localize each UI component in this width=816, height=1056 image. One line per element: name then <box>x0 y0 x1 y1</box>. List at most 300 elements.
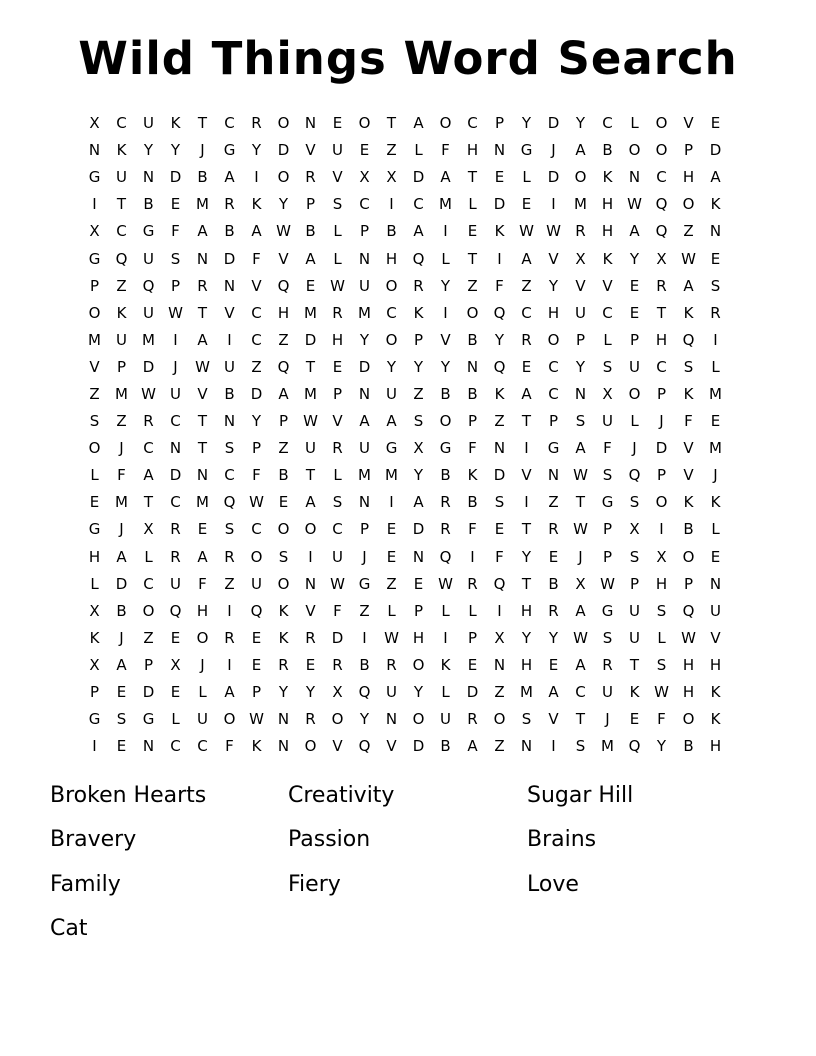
grid-letter: M <box>196 493 209 512</box>
grid-letter: Q <box>682 330 695 349</box>
grid-letter: P <box>575 330 586 349</box>
grid-letter: A <box>197 547 208 566</box>
grid-letter: K <box>710 683 721 702</box>
grid-letter: P <box>170 276 181 295</box>
grid-letter: E <box>629 710 640 729</box>
grid-letter: U <box>116 168 127 187</box>
grid-letter: F <box>495 547 504 566</box>
grid-letter: D <box>709 141 722 160</box>
grid-letter: O <box>277 168 290 187</box>
grid-letter: K <box>710 493 721 512</box>
grid-letter: M <box>709 384 722 403</box>
grid-letter: E <box>251 628 262 647</box>
grid-letter: V <box>224 303 235 322</box>
grid-letter: R <box>332 439 343 458</box>
grid-letter: Z <box>413 384 424 403</box>
grid-letter: K <box>89 628 100 647</box>
grid-letter: U <box>143 303 154 322</box>
grid-letter: E <box>386 520 397 539</box>
grid-letter: P <box>467 628 478 647</box>
grid-letter: C <box>197 737 208 756</box>
grid-letter: L <box>630 114 639 133</box>
grid-letter: Q <box>358 737 371 756</box>
grid-letter: U <box>629 601 640 620</box>
grid-letter: D <box>547 168 560 187</box>
grid-letter: P <box>413 601 424 620</box>
grid-letter: E <box>710 412 721 431</box>
grid-letter: F <box>603 439 612 458</box>
grid-letter: D <box>115 574 128 593</box>
grid-letter: Z <box>467 276 478 295</box>
grid-letter: H <box>655 574 668 593</box>
grid-letter: R <box>305 168 316 187</box>
grid-letter: N <box>385 710 398 729</box>
grid-letter: T <box>305 466 316 485</box>
grid-letter: C <box>548 384 559 403</box>
grid-letter: K <box>629 683 640 702</box>
grid-letter: M <box>304 384 317 403</box>
grid-letter: T <box>143 493 154 512</box>
grid-letter: S <box>332 195 343 214</box>
grid-letter: M <box>385 466 398 485</box>
grid-letter: Y <box>359 330 370 349</box>
grid-letter: O <box>682 547 695 566</box>
grid-letter: H <box>466 141 479 160</box>
grid-letter: N <box>142 168 155 187</box>
grid-letter: N <box>493 655 506 674</box>
grid-letter: N <box>196 249 209 268</box>
grid-letter: M <box>709 439 722 458</box>
grid-letter: I <box>470 547 475 566</box>
grid-letter: W <box>303 412 318 431</box>
grid-letter: A <box>440 168 451 187</box>
grid-letter: P <box>656 384 667 403</box>
grid-letter: O <box>655 114 668 133</box>
grid-letter: G <box>601 601 614 620</box>
grid-letter: W <box>573 520 588 539</box>
grid-letter: L <box>90 466 99 485</box>
grid-letter: E <box>170 195 181 214</box>
grid-letter: O <box>277 520 290 539</box>
grid-letter: U <box>332 141 343 160</box>
grid-letter: R <box>440 520 451 539</box>
grid-letter: N <box>169 439 182 458</box>
grid-letter: J <box>173 357 178 376</box>
grid-letter: L <box>441 601 450 620</box>
grid-letter: W <box>195 357 210 376</box>
grid-letter: Z <box>521 276 532 295</box>
grid-letter: K <box>116 141 127 160</box>
grid-letter: E <box>251 655 262 674</box>
grid-letter: E <box>116 737 127 756</box>
grid-letter: T <box>521 520 532 539</box>
grid-letter: U <box>197 710 208 729</box>
grid-letter: S <box>656 601 667 620</box>
grid-letter: L <box>90 574 99 593</box>
grid-letter: Q <box>277 357 290 376</box>
grid-letter: J <box>200 655 205 674</box>
grid-letter: X <box>89 114 100 133</box>
grid-letter: V <box>710 628 721 647</box>
grid-letter: D <box>358 357 371 376</box>
grid-letter: H <box>682 168 695 187</box>
grid-letter: H <box>601 195 614 214</box>
grid-letter: V <box>683 439 694 458</box>
grid-letter: Z <box>548 493 559 512</box>
grid-letter: N <box>304 114 317 133</box>
grid-letter: R <box>278 655 289 674</box>
grid-letter: P <box>116 357 127 376</box>
grid-letter: T <box>656 303 667 322</box>
grid-letter: T <box>467 249 478 268</box>
grid-letter: Y <box>521 628 532 647</box>
grid-letter: L <box>198 683 207 702</box>
grid-letter: S <box>575 412 586 431</box>
grid-letter: Z <box>251 357 262 376</box>
grid-letter: R <box>143 412 154 431</box>
grid-letter: V <box>197 384 208 403</box>
grid-letter: V <box>521 466 532 485</box>
grid-letter: G <box>88 520 101 539</box>
grid-letter: G <box>358 574 371 593</box>
grid-letter: Y <box>251 141 262 160</box>
grid-letter: B <box>440 384 451 403</box>
grid-letter: S <box>170 249 181 268</box>
grid-letter: B <box>143 195 154 214</box>
grid-letter: B <box>224 384 235 403</box>
grid-letter: E <box>332 114 343 133</box>
grid-letter: R <box>305 710 316 729</box>
grid-letter: A <box>386 412 397 431</box>
grid-letter: Z <box>494 737 505 756</box>
grid-letter: P <box>683 574 694 593</box>
grid-letter: W <box>573 466 588 485</box>
grid-letter: C <box>521 303 532 322</box>
grid-letter: V <box>602 276 613 295</box>
grid-letter: K <box>710 710 721 729</box>
grid-letter: A <box>467 737 478 756</box>
word-list-item: Love <box>527 871 579 897</box>
grid-letter: D <box>466 683 479 702</box>
grid-letter: X <box>89 601 100 620</box>
grid-letter: X <box>359 168 370 187</box>
grid-letter: D <box>250 384 263 403</box>
grid-letter: T <box>467 168 478 187</box>
grid-letter: O <box>655 493 668 512</box>
grid-letter: L <box>711 520 720 539</box>
grid-letter: E <box>629 276 640 295</box>
grid-letter: S <box>89 412 100 431</box>
grid-letter: G <box>142 710 155 729</box>
grid-letter: H <box>709 655 722 674</box>
grid-letter: Q <box>493 303 506 322</box>
grid-letter: G <box>88 249 101 268</box>
grid-letter: Z <box>278 330 289 349</box>
grid-letter: S <box>602 628 613 647</box>
grid-letter: G <box>88 710 101 729</box>
grid-letter: Z <box>494 683 505 702</box>
grid-letter: F <box>684 412 693 431</box>
grid-letter: A <box>251 222 262 241</box>
grid-letter: R <box>413 276 424 295</box>
grid-letter: N <box>88 141 101 160</box>
grid-letter: W <box>438 574 453 593</box>
grid-letter: Z <box>386 574 397 593</box>
grid-letter: X <box>386 168 397 187</box>
grid-letter: U <box>710 601 721 620</box>
grid-letter: E <box>386 547 397 566</box>
grid-letter: S <box>521 710 532 729</box>
grid-letter: S <box>575 737 586 756</box>
grid-letter: E <box>494 168 505 187</box>
grid-letter: R <box>332 303 343 322</box>
grid-letter: D <box>331 628 344 647</box>
word-list-item: Broken Hearts <box>50 782 207 808</box>
grid-letter: L <box>144 547 153 566</box>
grid-letter: F <box>225 737 234 756</box>
grid-letter: N <box>574 384 587 403</box>
grid-letter: Y <box>278 195 289 214</box>
grid-letter: O <box>682 710 695 729</box>
grid-letter: O <box>358 114 371 133</box>
grid-letter: C <box>143 574 154 593</box>
grid-letter: K <box>683 384 694 403</box>
grid-letter: X <box>629 520 640 539</box>
grid-letter: E <box>413 574 424 593</box>
grid-letter: T <box>575 710 586 729</box>
grid-letter: A <box>197 330 208 349</box>
grid-letter: L <box>468 601 477 620</box>
grid-letter: R <box>467 710 478 729</box>
grid-letter: C <box>656 168 667 187</box>
grid-letter: C <box>602 303 613 322</box>
grid-letter: V <box>332 168 343 187</box>
grid-letter: Z <box>386 141 397 160</box>
grid-letter: N <box>358 249 371 268</box>
grid-letter: N <box>628 168 641 187</box>
grid-letter: Y <box>440 357 451 376</box>
grid-letter: O <box>628 384 641 403</box>
grid-letter: Z <box>683 222 694 241</box>
grid-letter: B <box>548 574 559 593</box>
grid-letter: U <box>602 412 613 431</box>
grid-letter: V <box>305 601 316 620</box>
grid-letter: U <box>170 384 181 403</box>
grid-letter: J <box>119 628 124 647</box>
grid-letter: I <box>524 493 529 512</box>
grid-letter: R <box>197 276 208 295</box>
grid-letter: M <box>358 466 371 485</box>
grid-letter: Y <box>440 276 451 295</box>
grid-letter: C <box>548 357 559 376</box>
grid-letter: U <box>629 357 640 376</box>
grid-letter: X <box>656 249 667 268</box>
grid-letter: Q <box>223 493 236 512</box>
grid-letter: S <box>683 357 694 376</box>
grid-letter: C <box>251 303 262 322</box>
grid-letter: A <box>575 439 586 458</box>
grid-letter: D <box>493 195 506 214</box>
grid-letter: U <box>332 547 343 566</box>
word-list-column <box>527 773 633 907</box>
grid-letter: W <box>654 683 669 702</box>
grid-letter: M <box>115 493 128 512</box>
grid-letter: V <box>251 276 262 295</box>
grid-letter: L <box>711 357 720 376</box>
grid-letter: I <box>443 628 448 647</box>
grid-letter: O <box>277 574 290 593</box>
grid-letter: O <box>655 141 668 160</box>
grid-letter: B <box>386 222 397 241</box>
grid-letter: A <box>575 601 586 620</box>
grid-letter: X <box>575 249 586 268</box>
grid-letter: P <box>413 330 424 349</box>
grid-letter: Y <box>413 357 424 376</box>
grid-letter: E <box>170 683 181 702</box>
grid-letter: I <box>362 628 367 647</box>
grid-letter: R <box>170 520 181 539</box>
grid-letter: H <box>547 303 560 322</box>
grid-letter: Y <box>413 466 424 485</box>
grid-letter: A <box>305 249 316 268</box>
grid-letter: U <box>602 683 613 702</box>
grid-letter: R <box>548 601 559 620</box>
grid-letter: O <box>466 303 479 322</box>
grid-letter: D <box>412 520 425 539</box>
grid-letter: J <box>578 547 583 566</box>
grid-letter: O <box>628 141 641 160</box>
grid-letter: M <box>439 195 452 214</box>
grid-letter: C <box>170 493 181 512</box>
grid-letter: U <box>575 303 586 322</box>
grid-letter: D <box>412 737 425 756</box>
grid-letter: S <box>710 276 721 295</box>
grid-letter: G <box>223 141 236 160</box>
grid-letter: P <box>602 547 613 566</box>
grid-letter: T <box>197 439 208 458</box>
grid-letter: T <box>521 412 532 431</box>
grid-letter: E <box>197 520 208 539</box>
grid-letter: J <box>551 141 556 160</box>
grid-letter: F <box>657 710 666 729</box>
grid-letter: O <box>412 655 425 674</box>
grid-letter: R <box>440 493 451 512</box>
grid-letter: P <box>359 222 370 241</box>
grid-letter: P <box>251 683 262 702</box>
grid-letter: G <box>547 439 560 458</box>
grid-letter: A <box>116 547 127 566</box>
grid-letter: S <box>629 547 640 566</box>
grid-letter: N <box>142 737 155 756</box>
grid-letter: J <box>605 710 610 729</box>
grid-letter: E <box>710 114 721 133</box>
grid-letter: M <box>520 683 533 702</box>
grid-letter: P <box>548 412 559 431</box>
grid-letter: E <box>521 195 532 214</box>
grid-letter: W <box>168 303 183 322</box>
grid-letter: L <box>333 249 342 268</box>
grid-letter: K <box>683 493 694 512</box>
grid-letter: L <box>441 249 450 268</box>
word-list-column <box>50 773 206 951</box>
grid-letter: Q <box>277 276 290 295</box>
grid-letter: E <box>467 222 478 241</box>
grid-letter: J <box>659 412 664 431</box>
word-list-item: Passion <box>288 827 371 853</box>
grid-letter: W <box>681 249 696 268</box>
grid-letter: E <box>467 655 478 674</box>
grid-letter: D <box>547 114 560 133</box>
word-search-grid <box>81 110 729 760</box>
grid-letter: X <box>413 439 424 458</box>
grid-letter: I <box>389 493 394 512</box>
grid-letter: L <box>387 601 396 620</box>
grid-letter: P <box>332 384 343 403</box>
grid-letter: A <box>683 276 694 295</box>
grid-letter: A <box>521 384 532 403</box>
grid-letter: L <box>414 141 423 160</box>
grid-letter: I <box>713 330 718 349</box>
grid-letter: N <box>196 466 209 485</box>
grid-letter: F <box>252 249 261 268</box>
grid-letter: F <box>495 276 504 295</box>
word-list-item: Family <box>50 871 121 897</box>
word-list-item: Brains <box>527 827 597 853</box>
grid-letter: L <box>333 222 342 241</box>
grid-letter: H <box>277 303 290 322</box>
grid-letter: B <box>683 737 694 756</box>
grid-letter: U <box>386 683 397 702</box>
grid-letter: H <box>520 601 533 620</box>
grid-letter: P <box>278 412 289 431</box>
grid-letter: U <box>224 357 235 376</box>
grid-letter: Q <box>412 249 425 268</box>
grid-letter: V <box>440 330 451 349</box>
grid-letter: V <box>332 737 343 756</box>
grid-letter: W <box>249 710 264 729</box>
grid-letter: Y <box>521 114 532 133</box>
grid-letter: C <box>224 114 235 133</box>
grid-letter: A <box>413 222 424 241</box>
grid-letter: Z <box>89 384 100 403</box>
grid-letter: Y <box>548 276 559 295</box>
grid-letter: Q <box>493 574 506 593</box>
grid-letter: D <box>169 168 182 187</box>
grid-letter: M <box>358 303 371 322</box>
grid-letter: S <box>413 412 424 431</box>
grid-letter: D <box>142 357 155 376</box>
grid-letter: K <box>116 303 127 322</box>
grid-letter: N <box>223 276 236 295</box>
grid-letter: S <box>602 466 613 485</box>
grid-letter: P <box>656 466 667 485</box>
grid-letter: B <box>467 384 478 403</box>
grid-letter: W <box>384 628 399 647</box>
grid-letter: J <box>119 439 124 458</box>
grid-letter: C <box>575 683 586 702</box>
grid-letter: U <box>629 628 640 647</box>
grid-letter: H <box>655 330 668 349</box>
grid-letter: C <box>116 114 127 133</box>
grid-letter: Z <box>116 412 127 431</box>
grid-letter: N <box>493 439 506 458</box>
grid-letter: O <box>385 330 398 349</box>
grid-letter: N <box>493 141 506 160</box>
grid-letter: P <box>89 683 100 702</box>
grid-letter: R <box>467 574 478 593</box>
grid-letter: U <box>386 384 397 403</box>
grid-letter: Y <box>143 141 154 160</box>
